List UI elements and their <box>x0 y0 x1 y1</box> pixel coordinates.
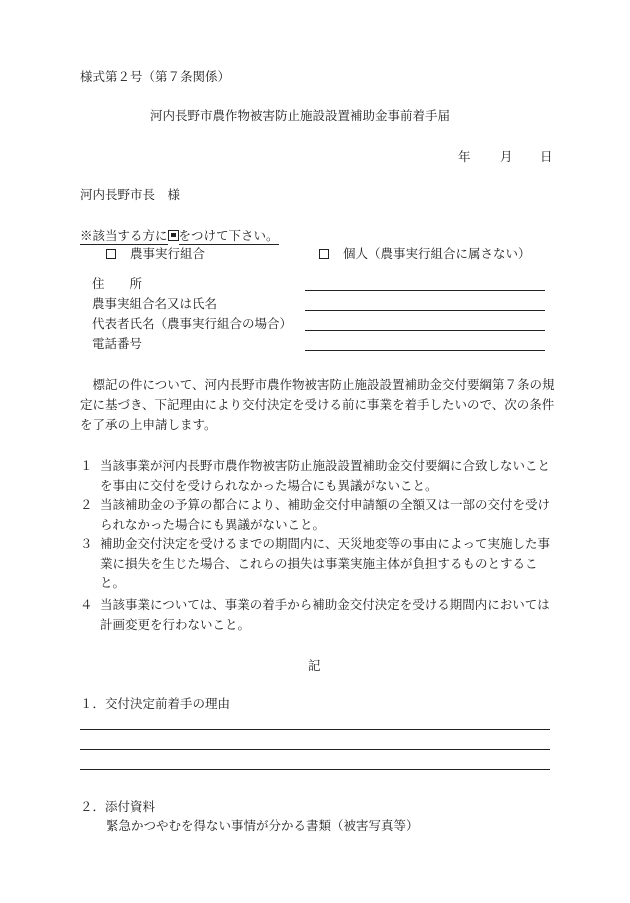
document-title: 河内長野市農作物被害防止施設設置補助金事前着手届 <box>150 108 451 123</box>
attachment-description: 緊急かつやむを得ない事情が分かる書類（被害写真等） <box>106 818 419 833</box>
representative-label: 代表者氏名（農事実行組合の場合） <box>92 316 293 331</box>
form-number: 様式第２号（第７条関係） <box>80 69 231 84</box>
condition-number: ３ <box>80 536 93 551</box>
representative-field-line[interactable] <box>305 330 545 331</box>
condition-item <box>80 456 555 495</box>
condition-item <box>80 495 555 534</box>
reason-line-2[interactable] <box>80 749 550 750</box>
condition-number: １ <box>80 458 93 473</box>
condition-number: ４ <box>80 597 93 612</box>
phone-label: 電話番号 <box>92 336 143 351</box>
address-label: 住 所 <box>92 276 143 291</box>
name-label: 農事実組合名又は氏名 <box>92 296 218 311</box>
address-field-line[interactable] <box>305 290 545 291</box>
checkbox-icon[interactable] <box>319 249 329 259</box>
date-year-label: 年 <box>458 149 471 164</box>
condition-text: 当該事業が河内長野市農作物被害防止施設設置補助金交付要綱に合致しないことを事由に交付を受けられなかった場合にも異議がないこと。 <box>100 458 551 493</box>
instruction-before: ※該当する方に <box>80 228 168 243</box>
name-field-line[interactable] <box>305 310 545 311</box>
reason-line-1[interactable] <box>80 729 550 730</box>
condition-item <box>80 534 555 593</box>
section-reason-heading: １．交付決定前着手の理由 <box>80 696 231 711</box>
phone-field-line[interactable] <box>305 350 545 351</box>
condition-text: 当該補助金の予算の都合により、補助金交付申請額の全額又は一部の交付を受けられなかった場合にも異議がないこと。 <box>100 497 551 532</box>
option-union[interactable] <box>106 244 205 262</box>
addressee: 河内長野市長 様 <box>80 187 181 202</box>
condition-number: ２ <box>80 497 93 512</box>
intro-paragraph: 標記の件について、河内長野市農作物被害防止施設設置補助金交付要綱第７条の規定に基づき、下記理由により交付決定を受ける前に事業を着手したいので、次の条件を了承の上申請します。 <box>80 377 555 432</box>
option-individual-label: 個人（農事実行組合に属さない） <box>342 246 531 261</box>
instruction-after: をつけて下さい。 <box>178 228 279 243</box>
condition-item <box>80 595 555 634</box>
instruction <box>80 226 279 244</box>
reason-line-3[interactable] <box>80 769 550 770</box>
option-union-label: 農事実行組合 <box>129 246 205 261</box>
section-attachment-heading: ２．添付資料 <box>80 799 156 814</box>
checked-box-icon <box>168 230 179 241</box>
condition-text: 当該事業については、事業の着手から補助金交付決定を受ける期間内においては計画変更を行わないこと。 <box>100 597 550 632</box>
date-month-label: 月 <box>500 149 513 164</box>
checkbox-icon[interactable] <box>106 249 116 259</box>
date-day-label: 日 <box>540 149 553 164</box>
ki-heading: 記 <box>308 658 321 673</box>
condition-text: 補助金交付決定を受けるまでの期間内に、天災地変等の事由によって実施した事業に損失を生じた場合、これらの損失は事業実施主体が負担するものとすること。 <box>100 536 551 590</box>
option-individual[interactable] <box>319 244 531 262</box>
